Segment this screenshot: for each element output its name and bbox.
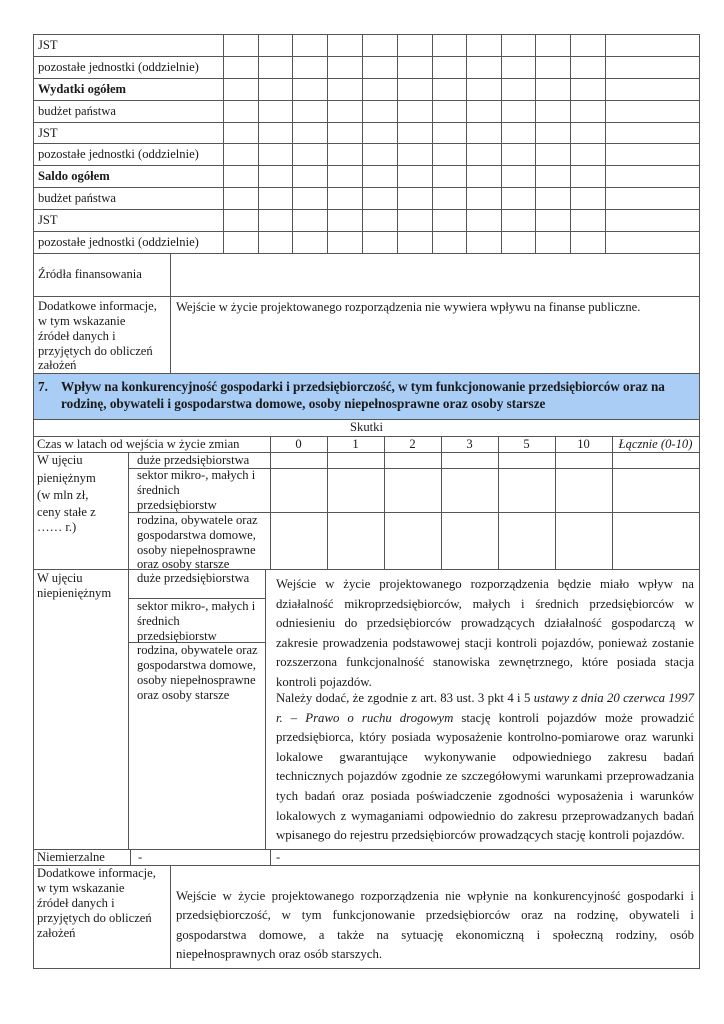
- section-title-line1: Wpływ na konkurencyjność gospodarki i przedsiębiorczość, w tym funkcjonowanie przedsiębiorców oraz na: [61, 379, 665, 394]
- monetary-label-line: (w mln zł,: [37, 488, 89, 502]
- additional-info-label-line: Dodatkowe informacje,: [37, 866, 156, 880]
- non-monetary-description-p1: Wejście w życie projektowanego rozporządzenia będzie miało wpływ na działalność mikroprzedsiębiorców, małych i średnich przedsiębiorców w odniesieniu do przedsiębiorców prowadzących działalność gospodarczą w zakresie prowadzenia podstawowej stacji kontroli pojazdów, ponieważ zostanie rozszerzona funkcjonalność stanowiska zewnętrznego, które posiada stacja kontroli pojazdów.: [276, 577, 694, 689]
- monetary-sme-line: średnich: [137, 483, 180, 497]
- additional-info-label-line: Dodatkowe informacje,: [38, 299, 157, 313]
- year-1: 1: [352, 437, 359, 451]
- additional-info-label-line: źródeł danych i: [38, 329, 116, 343]
- monetary-family-line: rodzina, obywatele oraz: [137, 513, 258, 527]
- total-label: Łącznie (0-10): [618, 437, 693, 451]
- sources-value-cell: [171, 254, 699, 296]
- p2-before: Należy dodać, że zgodnie z art. 83 ust. 3 pkt 4 i 5: [276, 691, 534, 705]
- non-monetary-sme-line: średnich: [137, 614, 180, 628]
- additional-info-label-line: założeń: [37, 926, 76, 940]
- additional-info-label-line: źródeł danych i: [37, 896, 115, 910]
- additional-info-label-line: w tym wskazanie: [37, 881, 125, 895]
- sources-label: Źródła finansowania: [38, 267, 142, 281]
- year-5: 5: [523, 437, 530, 451]
- monetary-sme-line: przedsiębiorstw: [137, 498, 217, 512]
- unmeasurable-label: Niemierzalne: [37, 850, 105, 864]
- non-monetary-large-enterprises: duże przedsiębiorstwa: [137, 571, 250, 585]
- additional-info-label-line: w tym wskazanie: [38, 314, 126, 328]
- additional-info-label-line: założeń: [38, 358, 77, 372]
- monetary-sme-line: sektor mikro-, małych i: [137, 468, 256, 482]
- row-label-state-budget: budżet państwa: [38, 104, 116, 118]
- row-label-jst: JST: [38, 38, 58, 52]
- non-monetary-sme-line: sektor mikro-, małych i: [137, 599, 256, 613]
- year-0: 0: [295, 437, 302, 451]
- non-monetary-family-line: rodzina, obywatele oraz: [137, 643, 258, 657]
- section-title-line2: rodzinę, obywateli i gospodarstwa domowe, osoby niepełnosprawne oraz osoby starsze: [61, 396, 546, 411]
- non-monetary-label-line: niepieniężnym: [37, 586, 112, 600]
- year-2: 2: [409, 437, 416, 451]
- row-label-state-budget: budżet państwa: [38, 191, 116, 205]
- monetary-label-line: W ujęciu: [37, 453, 83, 467]
- row-label-other-units: pozostałe jednostki (oddzielnie): [38, 235, 199, 249]
- law-reference: ustawy z dnia 20 czerwca 1997 r. – Prawo o ruchu drogowym: [276, 691, 694, 725]
- effects-label: Skutki: [350, 420, 383, 434]
- non-monetary-family-line: gospodarstwa domowe,: [137, 658, 256, 672]
- row-label-total-expenditure: Wydatki ogółem: [38, 82, 127, 96]
- time-label: Czas w latach od wejścia w życie zmian: [37, 437, 240, 451]
- non-monetary-label-line: W ujęciu: [37, 571, 83, 585]
- year-3: 3: [466, 437, 473, 451]
- monetary-label-line: …… r.): [37, 520, 77, 534]
- unmeasurable-value-1: -: [138, 850, 143, 864]
- section-number: 7.: [38, 379, 48, 394]
- additional-info-value: Wejście w życie projektowanego rozporządzenia nie wpłynie na konkurencyjność gospodarki i przedsiębiorczość, w tym funkcjonowanie przedsiębiorców oraz na rodzinę, obywateli i gospodarstwa domowe, a także na sytuację ekonomiczną i społeczną rodziny, osób niepełnosprawnych oraz osób starszych.: [176, 889, 694, 961]
- non-monetary-sme-line: przedsiębiorstw: [137, 629, 217, 643]
- monetary-label-line: ceny stałe z: [37, 505, 96, 519]
- row-label-jst: JST: [38, 126, 58, 140]
- row-label-jst: JST: [38, 213, 58, 227]
- row-label-other-units: pozostałe jednostki (oddzielnie): [38, 147, 199, 161]
- additional-info-label-line: przyjętych do obliczeń: [38, 344, 153, 358]
- row-label-total-balance: Saldo ogółem: [38, 169, 110, 183]
- non-monetary-description-p2: [276, 689, 694, 846]
- monetary-family-line: osoby niepełnosprawne: [137, 543, 256, 557]
- year-10: 10: [577, 437, 590, 451]
- non-monetary-family-line: osoby niepełnosprawne: [137, 673, 256, 687]
- monetary-label-line: pieniężnym: [37, 471, 96, 485]
- monetary-large-enterprises: duże przedsiębiorstwa: [137, 453, 250, 467]
- p2-after: stację kontroli pojazdów może prowadzić przedsiębiorca, który posiada wyposażenie kontrolno-pomiarowe oraz warunki lokalowe gwarantujące wykonywanie odpowiedniego zakresu badań technicznych pojazdów zgodnie ze szczegółowymi warunkami przeprowadzania tych badań oraz posiada poświadczenie zgodności wyposażenia i warunków lokalowych z wymaganiami odpowiednio do zakresu przeprowadzanych badań wpisanego do rejestru przedsiębiorców prowadzących stację kontroli pojazdów.: [276, 710, 694, 843]
- additional-info-value: Wejście w życie projektowanego rozporządzenia nie wywiera wpływu na finanse publiczne.: [176, 300, 641, 314]
- monetary-family-line: oraz osoby starsze: [137, 557, 230, 571]
- unmeasurable-value-2: -: [276, 850, 281, 864]
- row-label-other-units: pozostałe jednostki (oddzielnie): [38, 60, 199, 74]
- monetary-family-line: gospodarstwa domowe,: [137, 528, 256, 542]
- additional-info-label-line: przyjętych do obliczeń: [37, 911, 152, 925]
- non-monetary-family-line: oraz osoby starsze: [137, 688, 230, 702]
